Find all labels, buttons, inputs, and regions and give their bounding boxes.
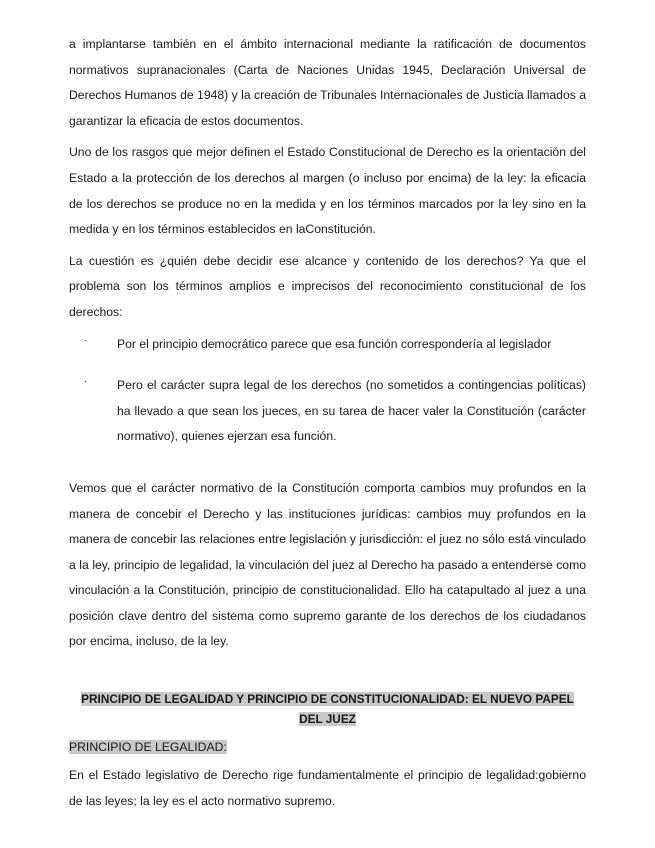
list-item bbox=[69, 332, 586, 358]
bullet-list bbox=[69, 332, 586, 450]
document-body bbox=[69, 32, 586, 820]
bullet-icon: · bbox=[84, 334, 88, 346]
paragraph-normative-character: Vemos que el carácter normativo de la Constitución comporta cambios muy profundos en la manera de concebir el Derecho y las instituciones jurídicas: cambios muy profundos en la manera de concebir las relaciones entre legislación y jurisdicción: el juez no sólo está vinculado a la ley, principio de legalidad, la vinculación del juez al Derecho ha pasado a entenderse como vinculación a la Constitución, principio de constitucionalidad. Ello ha catapultado al juez a una posición clave dentro del sistema como supremo garante de los derechos de los ciudadanos por encima, incluso, de la ley. bbox=[69, 480, 586, 649]
section-heading bbox=[69, 689, 586, 729]
paragraph-international-treaties: a implantarse también en el ámbito internacional mediante la ratificación de documentos normativos supranacionales (Carta de Naciones Unidas 1945, Declaración Universal de Derechos Humanos de 1948) y la creación de Tribunales Internacionales de Justicia llamados a garantizar la eficacia de estos documentos. bbox=[69, 37, 586, 128]
paragraph-question-rights: La cuestión es ¿quién debe decidir ese alcance y contenido de los derechos? Ya que el problema son los términos amplios e imprecisos del reconocimiento constitucional de los derechos: bbox=[69, 253, 586, 319]
bullet-icon: · bbox=[84, 376, 88, 388]
subsection-heading-text: PRINCIPIO DE LEGALIDAD: bbox=[69, 740, 227, 755]
list-item-text: Por el principio democrático parece que esa función correspondería al legislador bbox=[117, 336, 552, 351]
paragraph-legality-principle: En el Estado legislativo de Derecho rige fundamentalmente el principio de legalidad:gobierno de las leyes; la ley es el acto normativo supremo. bbox=[69, 768, 586, 808]
subsection-heading bbox=[69, 737, 586, 757]
list-item-text: Pero el carácter supra legal de los derechos (no sometidos a contingencias políticas) ha llevado a que sean los jueces, en su tarea de hacer valer la Constitución (carácter normativo), quienes ejerzan esa función. bbox=[117, 378, 586, 444]
list-item bbox=[69, 373, 586, 450]
section-heading-text: PRINCIPIO DE LEGALIDAD Y PRINCIPIO DE CONSTITUCIONALIDAD: EL NUEVO PAPEL DEL JUEZ bbox=[81, 692, 574, 727]
paragraph-constitutional-state: Uno de los rasgos que mejor definen el Estado Constitucional de Derecho es la orientación del Estado a la protección de los derechos al margen (o incluso por encima) de la ley: la eficacia de los derechos se produce no en la medida y en los términos marcados por la ley sino en la medida y en los términos establecidos en laConstitución. bbox=[69, 145, 586, 237]
